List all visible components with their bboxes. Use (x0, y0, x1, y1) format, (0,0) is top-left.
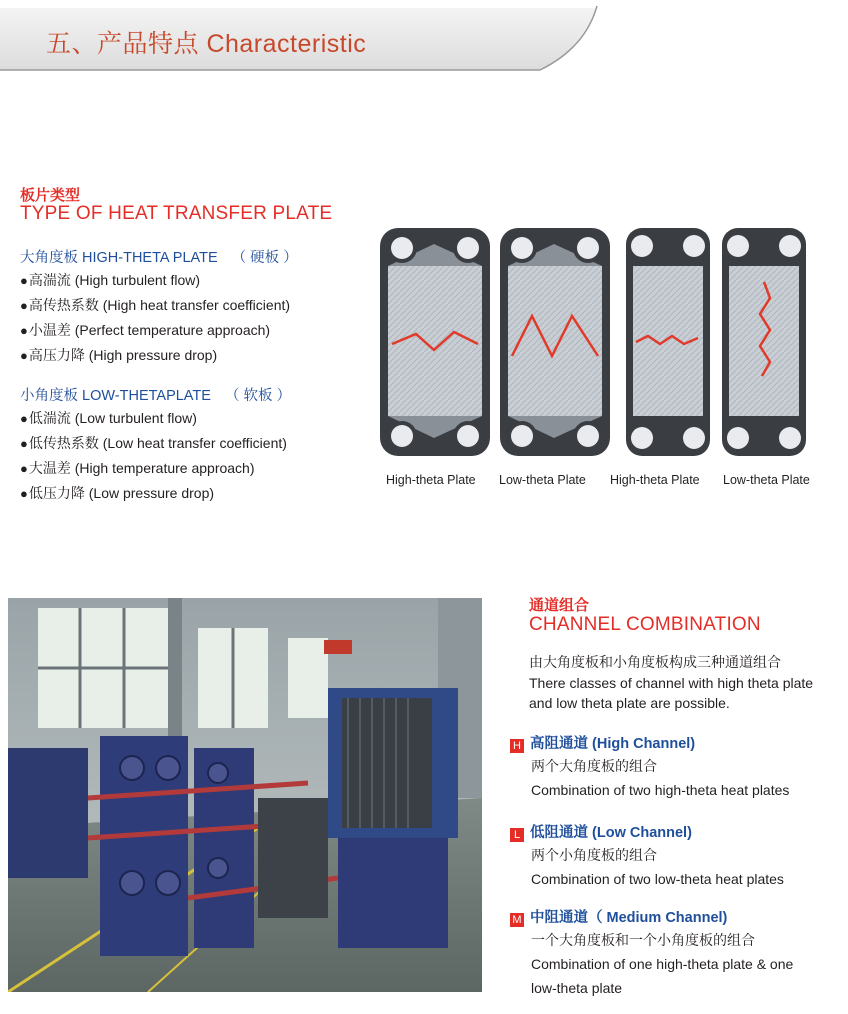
list-item: ● 低湍流 (Low turbulent flow) (20, 406, 287, 431)
plate-label-3: High-theta Plate (610, 473, 700, 487)
channel-section-title-cn: 通道组合 (529, 597, 590, 614)
high-theta-plate-image-1 (380, 228, 490, 456)
list-item: ● 低传热系数 (Low heat transfer coefficient) (20, 431, 287, 456)
factory-photo (8, 598, 482, 992)
low-theta-plate-image-2 (722, 228, 806, 456)
list-item: ● 低压力降 (Low pressure drop) (20, 481, 287, 506)
low-theta-tag: （ 软板 ） (224, 388, 291, 404)
plate-label-2: Low-theta Plate (499, 473, 586, 487)
low-channel-heading (510, 821, 692, 842)
list-item: ● 高压力降 (High pressure drop) (20, 343, 290, 368)
plate-label-1: High-theta Plate (386, 473, 476, 487)
low-theta-heading-text: 小角度板 LOW-THETAPLATE (20, 388, 211, 404)
list-item: ● 大温差 (High temperature approach) (20, 456, 287, 481)
channel-line: Combination of two high-theta heat plates (531, 782, 790, 798)
low-channel-heading-text: 低阻通道 (Low Channel) (530, 825, 692, 841)
medium-channel-badge: M (510, 913, 524, 927)
channel-line: 一个大角度板和一个小角度板的组合 (531, 932, 755, 948)
medium-channel-heading (510, 906, 727, 927)
high-channel-heading (510, 732, 695, 753)
high-channel-text (531, 754, 789, 802)
medium-channel-heading-text: 中阻通道（ Medium Channel) (530, 910, 728, 926)
channel-line: Combination of one high-theta plate & one (531, 956, 794, 972)
low-theta-list (20, 406, 287, 506)
high-theta-tag: （ 硬板 ） (231, 250, 298, 266)
page-title: 五、产品特点 Characteristic (46, 30, 367, 58)
low-channel-text (531, 843, 784, 891)
medium-channel-text (531, 928, 793, 1000)
channel-line: 两个大角度板的组合 (531, 758, 657, 774)
high-theta-plate-image-2 (626, 228, 710, 456)
plate-section-title-en: TYPE OF HEAT TRANSFER PLATE (20, 203, 333, 224)
intro-line: There classes of channel with high theta plate (529, 674, 814, 691)
low-theta-heading (20, 384, 291, 405)
plate-illustrations (376, 226, 812, 458)
intro-line: and low theta plate are possible. (529, 695, 730, 711)
plate-section-title-cn: 板片类型 (20, 187, 81, 204)
channel-line: low-theta plate (531, 980, 623, 996)
channel-line: 两个小角度板的组合 (531, 847, 657, 863)
list-item: ● 小温差 (Perfect temperature approach) (20, 318, 290, 343)
high-theta-heading-text: 大角度板 HIGH-THETA PLATE (20, 250, 218, 266)
intro-line: 由大角度板和小角度板构成三种通道组合 (529, 654, 781, 670)
channel-line: Combination of two low-theta heat plates (531, 871, 784, 887)
high-theta-heading (20, 246, 298, 267)
high-channel-badge: H (510, 739, 524, 753)
channel-section-title-en: CHANNEL COMBINATION (529, 614, 761, 635)
low-channel-badge: L (510, 828, 524, 842)
list-item: ● 高传热系数 (High heat transfer coefficient) (20, 293, 290, 318)
list-item: ● 高湍流 (High turbulent flow) (20, 268, 290, 293)
plate-label-4: Low-theta Plate (723, 473, 810, 487)
low-theta-plate-image-1 (500, 228, 610, 456)
high-theta-list (20, 268, 290, 368)
channel-intro (529, 652, 839, 714)
high-channel-heading-text: 高阻通道 (High Channel) (530, 736, 696, 752)
